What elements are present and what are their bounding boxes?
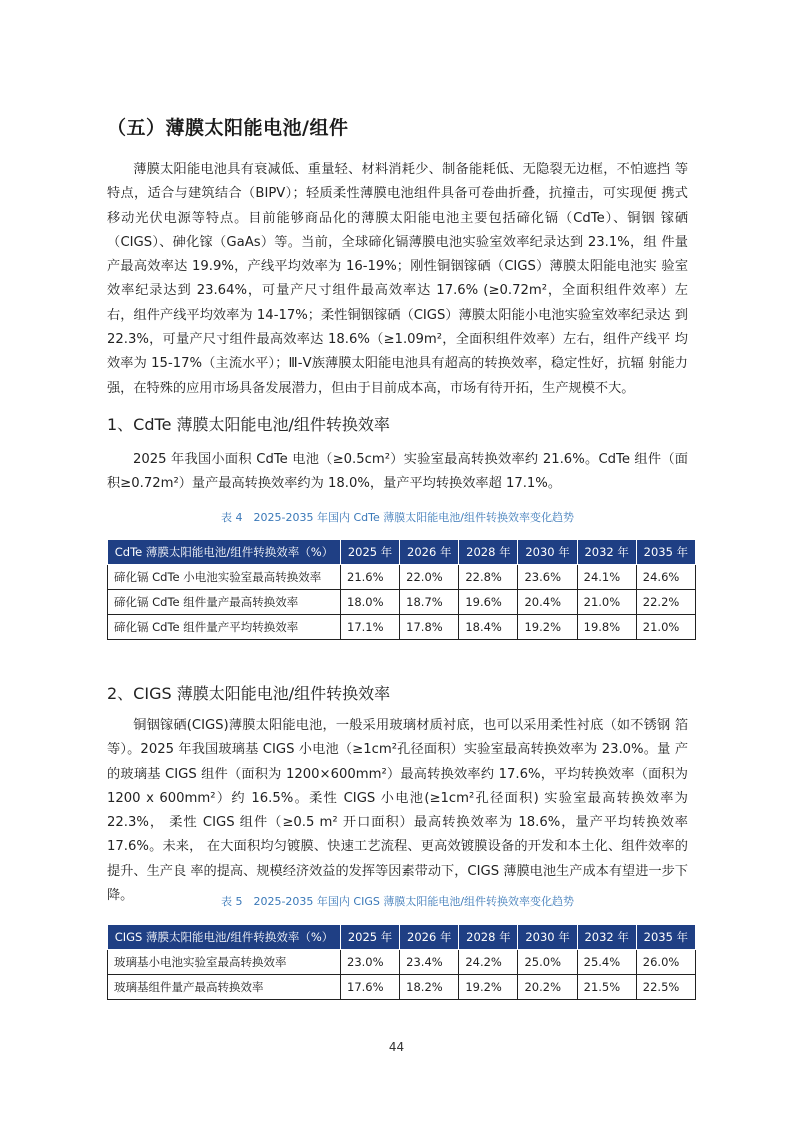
table-header-cell: 2026 年 xyxy=(400,925,459,950)
table-cell: 25.4% xyxy=(577,950,636,975)
cigs-line: 铜铟镓硒(CIGS)薄膜太阳能电池，一般采用玻璃材质衬底，也可以采用柔性衬底（如不锈钢 xyxy=(133,718,671,733)
table-cell: 23.6% xyxy=(518,565,577,590)
table-cell: 18.4% xyxy=(459,615,518,640)
table-cell: 玻璃基组件量产最高转换效率 xyxy=(108,975,341,1000)
table-cell: 21.0% xyxy=(577,590,636,615)
table-header-cell: CIGS 薄膜太阳能电池/组件转换效率（%） xyxy=(108,925,341,950)
cigs-line: 在大面积均匀镀膜、快速工艺流程、更高效镀膜设备的开发和本土化、组件效率的提升、生产良 xyxy=(107,839,688,879)
table-row xyxy=(108,975,696,1000)
intro-line: 右，组件产线平均效率为 14-17%；柔性铜铟镓硒（CIGS）薄膜太阳能小电池实验室效率纪录达 xyxy=(107,307,671,323)
cdte-line: 2025 年我国小面积 CdTe 电池（≥0.5cm²）实验室最高转换效率约 21.6%。CdTe 组件（面 xyxy=(133,452,688,467)
cigs-line: 箔等）。2025 年我国玻璃基 CIGS 小电池（≥1cm²孔径面积）实验室最高转换效率为 23.0%。量 xyxy=(107,718,688,758)
table-cell: 24.6% xyxy=(636,565,695,590)
table-header-cell: CdTe 薄膜太阳能电池/组件转换效率（%） xyxy=(108,540,341,565)
table-row xyxy=(108,590,696,615)
table-cell: 17.1% xyxy=(341,615,400,640)
intro-line: 薄膜太阳能电池具有衰减低、重量轻、材料消耗少、制备能耗低、无隐裂无边框，不怕遮挡 xyxy=(133,162,671,177)
intro-line: 到 22.3%，可量产尺寸组件最高效率达 18.6%（≥1.09m²，全面积组件效率）左右，组件产线平 xyxy=(107,307,688,348)
intro-line: 件量产最高效率达 19.9%，产线平均效率为 16-19%；刚性铜铟镓硒（CIGS）薄膜太阳能电池实 xyxy=(107,234,688,275)
table-cell: 17.8% xyxy=(400,615,459,640)
table-cell: 22.0% xyxy=(400,565,459,590)
table-cell: 26.0% xyxy=(636,950,695,975)
table-cell: 碲化镉 CdTe 组件量产平均转换效率 xyxy=(108,615,341,640)
table-cell: 碲化镉 CdTe 小电池实验室最高转换效率 xyxy=(108,565,341,590)
table-header-cell: 2035 年 xyxy=(636,925,695,950)
table-cell: 21.0% xyxy=(636,615,695,640)
table5-cigs-efficiency xyxy=(107,924,696,1000)
table-cell: 19.2% xyxy=(459,975,518,1000)
table-cell: 22.2% xyxy=(636,590,695,615)
cigs-line: 1200 x 600mm²）约 16.5%。柔性 CIGS 小电池(≥1cm²孔径面积) 实验室最高转换效率为 22.3%， xyxy=(107,790,688,831)
table-header-cell: 2032 年 xyxy=(577,925,636,950)
cigs-line: 柔性 CIGS 组件（≥0.5 m² 开口面积）最高转换效率为 18.6%，量产平均转换效率 17.6%。未来， xyxy=(107,815,688,855)
table-cell: 19.2% xyxy=(518,615,577,640)
table-cell: 23.4% xyxy=(400,950,459,975)
intro-line: 验室效率纪录达到 23.64%，可量产尺寸组件最高效率达 17.6% (≥0.72m²，全面积组件效率）左 xyxy=(107,259,689,299)
table-header-cell: 2032 年 xyxy=(577,540,636,565)
subsection-title-cdte: 1、CdTe 薄膜太阳能电池/组件转换效率 xyxy=(107,415,390,434)
table-header-cell: 2030 年 xyxy=(518,925,577,950)
table-row xyxy=(108,565,696,590)
table-cell: 22.8% xyxy=(459,565,518,590)
table4-caption: 表 4 2025-2035 年国内 CdTe 薄膜太阳能电池/组件转换效率变化趋势 xyxy=(221,511,574,524)
intro-line: 携式移动光伏电源等特点。目前能够商品化的薄膜太阳能电池主要包括碲化镉（CdTe）、铜铟 xyxy=(107,186,688,226)
subsection-title-cigs: 2、CIGS 薄膜太阳能电池/组件转换效率 xyxy=(107,684,391,703)
intro-paragraph xyxy=(107,158,688,401)
table-header-cell: 2025 年 xyxy=(341,925,400,950)
table-header-row xyxy=(108,925,696,950)
table-cell: 24.2% xyxy=(459,950,518,975)
table-cell: 23.0% xyxy=(341,950,400,975)
table-header-cell: 2035 年 xyxy=(636,540,695,565)
cigs-paragraph xyxy=(107,714,688,908)
intro-line: 射能力强，在特殊的应用市场具备发展潜力，但由于目前成本高，市场有待开拓，生产规模不大。 xyxy=(107,356,688,396)
table-header-cell: 2030 年 xyxy=(518,540,577,565)
cdte-paragraph xyxy=(107,448,688,497)
table-cell: 碲化镉 CdTe 组件量产最高转换效率 xyxy=(108,590,341,615)
table5-caption: 表 5 2025-2035 年国内 CIGS 薄膜太阳能电池/组件转换效率变化趋势 xyxy=(220,895,575,908)
table-cell: 24.1% xyxy=(577,565,636,590)
table-cell: 18.0% xyxy=(341,590,400,615)
table-cell: 17.6% xyxy=(341,975,400,1000)
table-cell: 18.2% xyxy=(400,975,459,1000)
table-header-cell: 2028 年 xyxy=(459,540,518,565)
intro-line: 均效率为 15-17%（主流水平）；Ⅲ-Ⅴ族薄膜太阳能电池具有超高的转换效率，稳定性好，抗辐 xyxy=(107,332,688,372)
table-cell: 21.5% xyxy=(577,975,636,1000)
table-header-cell: 2028 年 xyxy=(459,925,518,950)
table-cell: 22.5% xyxy=(636,975,695,1000)
table-cell: 25.0% xyxy=(518,950,577,975)
page-number: 44 xyxy=(388,1040,405,1054)
intro-line: 等特点，适合与建筑结合（BIPV）；轻质柔性薄膜电池组件具备可卷曲折叠，抗撞击，可实现便 xyxy=(107,162,688,202)
table4-cdte-efficiency xyxy=(107,539,696,640)
table-cell: 18.7% xyxy=(400,590,459,615)
table-header-cell: 2025 年 xyxy=(341,540,400,565)
section-title: （五）薄膜太阳能电池/组件 xyxy=(107,117,349,139)
cigs-line: 产的玻璃基 CIGS 组件（面积为 1200×600mm²）最高转换效率约 17.6%，平均转换效率（面积为 xyxy=(107,742,688,782)
table-header-row xyxy=(108,540,696,565)
table-header-cell: 2026 年 xyxy=(400,540,459,565)
cdte-line: 积≥0.72m²）量产最高转换效率约为 18.0%，量产平均转换效率超 17.1%。 xyxy=(107,476,562,492)
table-row xyxy=(108,950,696,975)
table-cell: 19.6% xyxy=(459,590,518,615)
table-cell: 玻璃基小电池实验室最高转换效率 xyxy=(108,950,341,975)
intro-line: 镓硒（CIGS）、砷化镓（GaAs）等。当前，全球碲化镉薄膜电池实验室效率纪录达到 23.1%，组 xyxy=(107,210,689,250)
table-row xyxy=(108,615,696,640)
table-cell: 19.8% xyxy=(577,615,636,640)
table-cell: 21.6% xyxy=(341,565,400,590)
table-cell: 20.2% xyxy=(518,975,577,1000)
cigs-line: 率的提高、规模经济效益的发挥等因素带动下，CIGS 薄膜电池生产成本有望进一步下降。 xyxy=(107,863,688,904)
table-cell: 20.4% xyxy=(518,590,577,615)
